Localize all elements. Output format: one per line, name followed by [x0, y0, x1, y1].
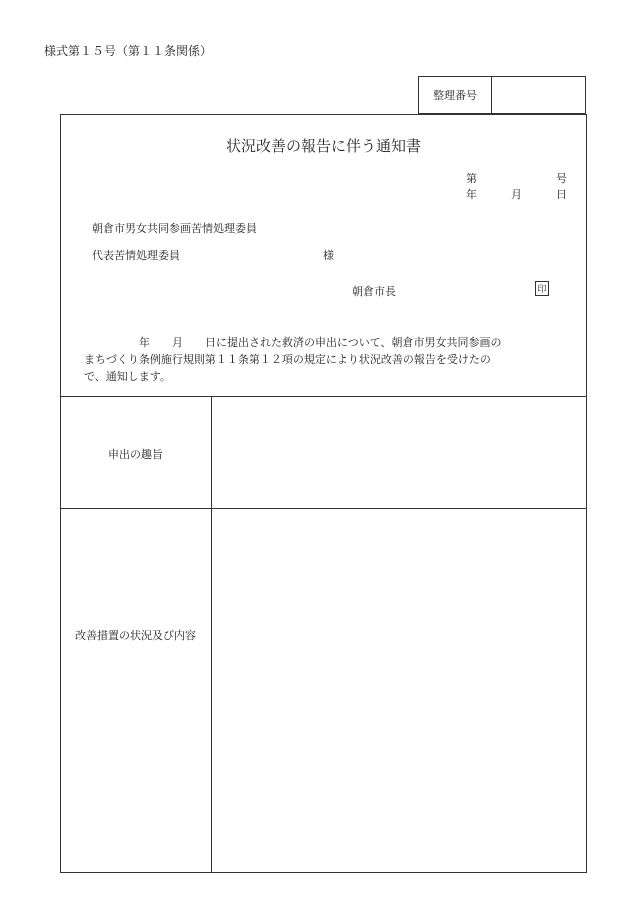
date-day: 日 [556, 188, 567, 201]
body-line: 年 月 日に提出された救済の申出について、朝倉市男女共同参画の [84, 336, 502, 349]
reference-number-box [418, 76, 586, 114]
seal-stamp: 印 [535, 281, 549, 296]
addressee-organization: 朝倉市男女共同参画苦情処理委員 [92, 222, 257, 235]
addressee-honorific: 様 [323, 249, 334, 262]
table-column-divider [211, 396, 212, 873]
date-month: 月 [511, 188, 522, 201]
sender-name: 朝倉市長 [352, 285, 396, 298]
table-divider-top [60, 396, 587, 397]
doc-number-suffix: 号 [556, 172, 567, 185]
body-line: で、通知します。 [84, 370, 171, 383]
addressee-title: 代表苦情処理委員 [92, 249, 180, 262]
table-divider-middle [60, 508, 587, 509]
improvement-status-label: 改善措置の状況及び内容 [75, 629, 196, 642]
body-line: まちづくり条例施行規則第１１条第１２項の規定により状況改善の報告を受けたの [84, 353, 491, 366]
notice-body [84, 334, 572, 385]
reference-number-label: 整理番号 [419, 77, 492, 113]
form-number-label: 様式第１５号（第１１条関係） [44, 44, 213, 58]
doc-number-prefix: 第 [466, 172, 477, 185]
document-title: 状況改善の報告に伴う通知書 [225, 137, 421, 155]
request-purpose-label: 申出の趣旨 [108, 448, 163, 461]
date-year: 年 [466, 188, 477, 201]
